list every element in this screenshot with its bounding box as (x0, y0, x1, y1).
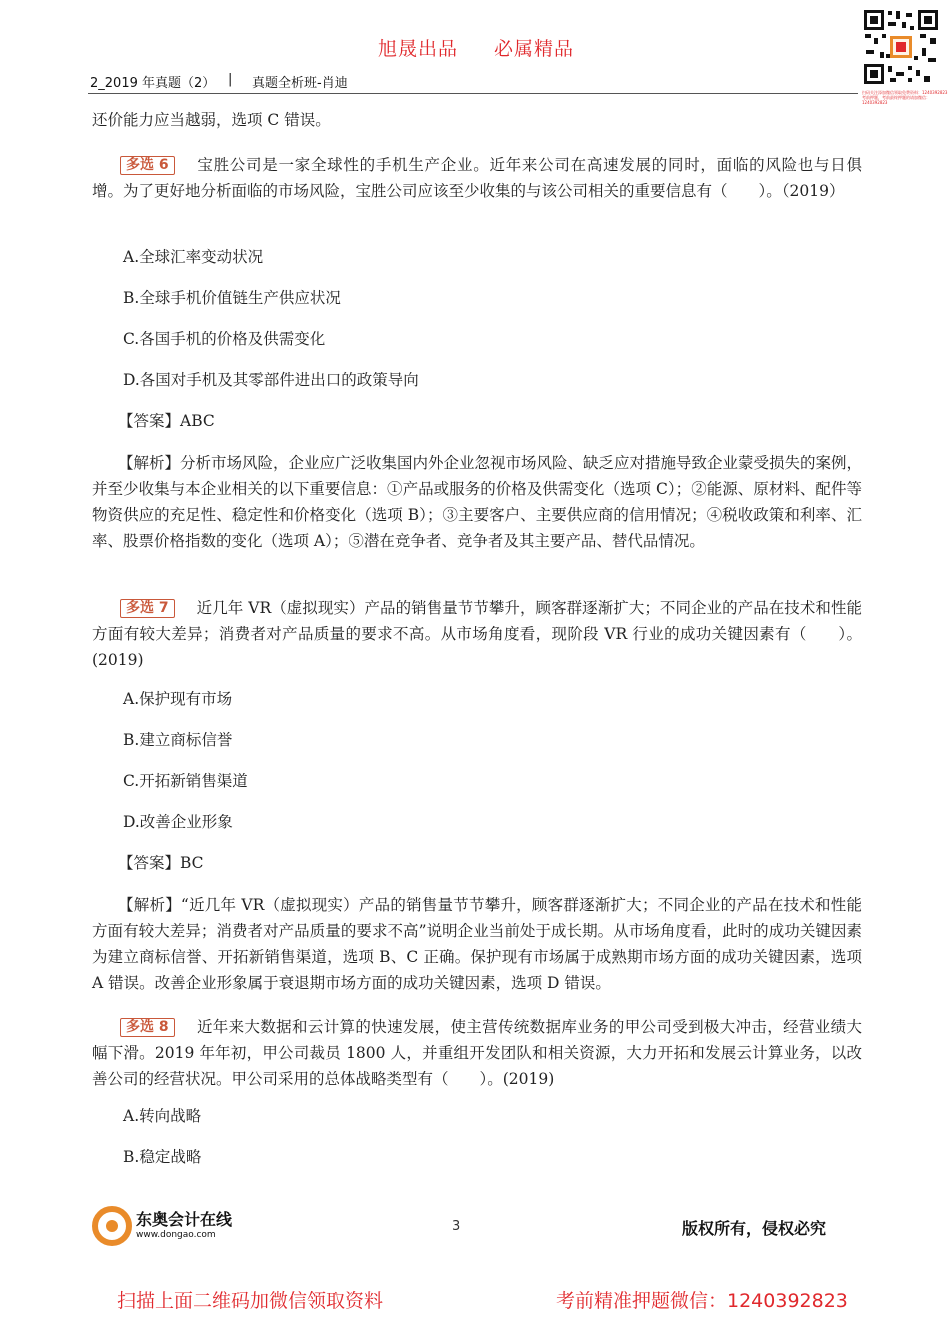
course-name: 真题全析班-肖迪 (252, 76, 348, 91)
question-6-analysis: 【解析】分析市场风险，企业应广泛收集国内外企业忽视市场风险、缺乏应对措施导致企业蒙受损失的案例，并至少收集与本企业相关的以下重要信息：①产品或服务的价格及供需变化（选项 C）；②能源、原材料、配件等物资供应的充足性、稳定性和价格变化（选项 B）；③主要客户、主要供应商的信用情况；④税收政策和利率、汇率、股票价格指数的变化（选项 A）；⑤潜在竞争者、竞争者及其主要产品、替代品情况。 (92, 454, 863, 550)
slogan-left: 旭晟出品 (378, 38, 459, 60)
question-8-tag: 多选 8 (120, 1018, 175, 1037)
question-7-option-d: D.改善企业形象 (123, 813, 233, 831)
question-7-option-c: C.开拓新销售渠道 (123, 772, 248, 790)
question-8-option-b: B.稳定战略 (123, 1148, 202, 1166)
qr-code (862, 8, 940, 86)
question-6-option-d: D.各国对手机及其零部件进出口的政策导向 (123, 371, 419, 389)
question-6-option-c: C.各国手机的价格及供需变化 (123, 330, 326, 348)
question-7-analysis: 【解析】“近几年 VR（虚拟现实）产品的销售量节节攀升，顾客群逐渐扩大；不同企业的产品在技术和性能方面有较大差异；消费者对产品质量的要求不高”说明企业当前处于成长期。从市场角度看，此时的成功关键因素为建立商标信誉、开拓新销售渠道，选项 B、C 正确。保护现有市场属于成熟期市场方面的成功关键因素，选项 A 错误。改善企业形象属于衰退期市场方面的成功关键因素，选项 D 错误。 (92, 896, 862, 992)
question-6-option-a: A.全球汇率变动状况 (123, 248, 264, 266)
question-6-stem-text: 宝胜公司是一家全球性的手机生产企业。近年来公司在高速发展的同时，面临的风险也与日俱增。为了更好地分析面临的市场风险，宝胜公司应该至少收集的与该公司相关的重要信息有（ ）。（2019） (92, 156, 862, 200)
question-7-stem (92, 595, 862, 673)
header-divider (88, 93, 858, 94)
question-6-stem (92, 152, 862, 204)
qr-note: 扫码关注添加微信领取免费资料：1240392823 考前押题，考前最终押题的请加微信：1240392823 (862, 90, 948, 105)
question-8-stem (92, 1014, 862, 1092)
question-7-tag: 多选 7 (120, 599, 175, 618)
logo-text: 东奥会计在线 (136, 1210, 233, 1229)
logo-url: www.dongao.com (136, 1230, 216, 1240)
question-7-answer: 【答案】BC (118, 854, 204, 872)
dongao-logo (92, 1203, 252, 1249)
question-7-option-a: A.保护现有市场 (123, 690, 233, 708)
bottom-left-promo: 扫描上面二维码加微信领取资料 (117, 1290, 384, 1312)
question-8-option-a: A.转向战略 (123, 1107, 202, 1125)
breadcrumb-title: 2_2019 年真题（2） (90, 76, 216, 91)
slogan-right: 必属精品 (494, 38, 575, 60)
question-6-answer: 【答案】ABC (118, 412, 215, 430)
question-6-option-b: B.全球手机价值链生产供应状况 (123, 289, 341, 307)
bottom-right-promo: 考前精准押题微信：1240392823 (556, 1290, 848, 1312)
question-7-option-b: B.建立商标信誉 (123, 731, 233, 749)
page-number: 3 (452, 1219, 461, 1234)
question-7-stem-text: 近几年 VR（虚拟现实）产品的销售量节节攀升，顾客群逐渐扩大；不同企业的产品在技术和性能方面有较大差异；消费者对产品质量的要求不高。从市场角度看，现阶段 VR 行业的成功关键因素有（ ）。(2019) (92, 599, 862, 669)
copyright-notice: 版权所有，侵权必究 (682, 1219, 827, 1238)
continuation-text: 还价能力应当越弱，选项 C 错误。 (92, 111, 331, 129)
breadcrumb-separator: | (228, 72, 233, 87)
dongao-logo-icon (92, 1206, 132, 1246)
question-6-tag: 多选 6 (120, 156, 175, 175)
question-8-stem-text: 近年来大数据和云计算的快速发展，使主营传统数据库业务的甲公司受到极大冲击，经营业绩大幅下滑。2019 年年初，甲公司裁员 1800 人，并重组开发团队和相关资源，大力开拓和发展云计算业务，以改善公司的经营状况。甲公司采用的总体战略类型有（ ）。(2019) (92, 1018, 862, 1088)
